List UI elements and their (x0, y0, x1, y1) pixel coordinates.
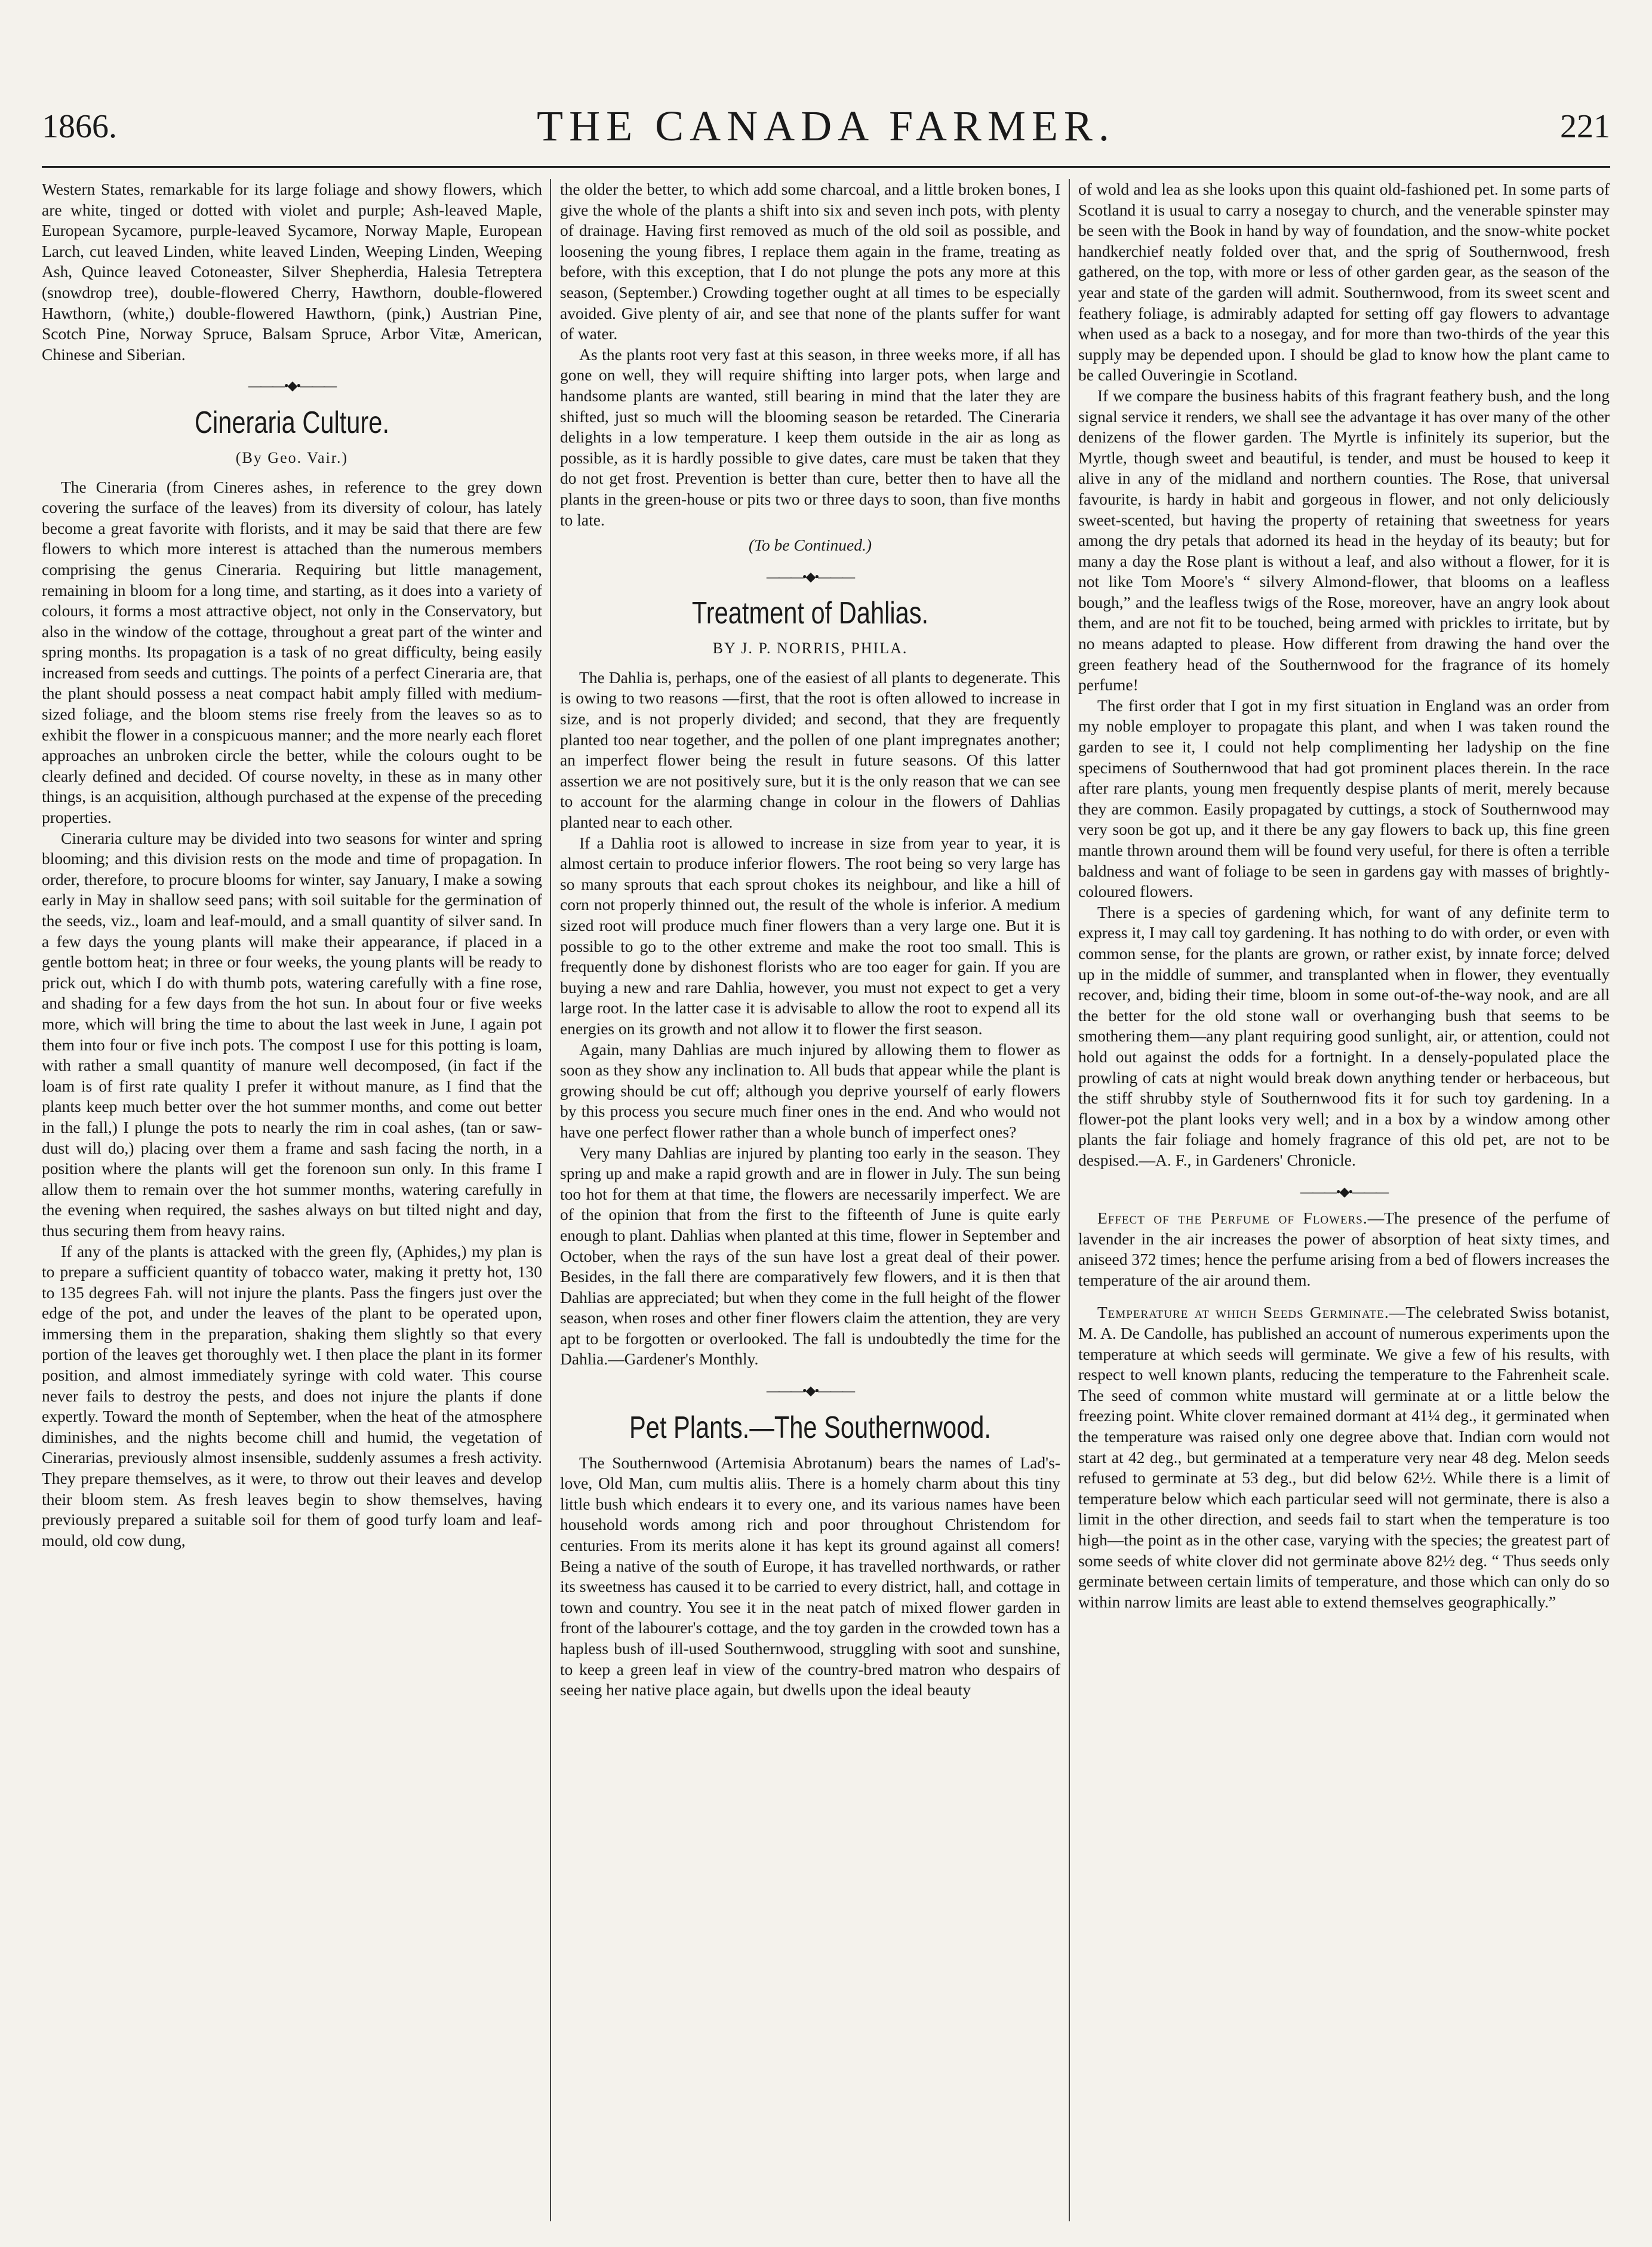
column-2 (560, 179, 1060, 2221)
ornament-divider: ———•◆•——— (766, 568, 854, 584)
ornament-divider: ———•◆•——— (1300, 1184, 1388, 1199)
article-paragraph: The first order that I got in my first situation in England was an order from my noble employer to propagate this plant, and when I was taken round the garden to see it, I could not help complimenting her ladyship on the fine specimens of Southernwood that had got prominent places therein. In the race after rare plants, young men frequently despise plants of merit, merely because they are common. Easily propagated by cuttings, a stock of Southernwood may very soon be got up, and it there be any gay flowers to back up, this fine green mantle thrown around them will be found very useful, for there is often a terrible baldness and want of foliage to be seen in gardens gay with masses of brightly-coloured flowers. (1078, 696, 1610, 901)
article-paragraph: Very many Dahlias are injured by planting too early in the season. They spring up and make a rapid growth and are in flower in July. The sun being too hot for them at that time, the flowers are necessarily imperfect. We are of the opinion that from the first to the fifteenth of June is quite early enough to plant. Dahlias when planted at this time, flower in September and October, when the rays of the sun have lost a great deal of their power. Besides, in the fall there are comparatively few flowers, and it is then that Dahlias are appreciated; but when they come in the full height of the flower season, when roses and other finer flowers claim the attention, they are very apt to be forgotten or overlooked. The fall is undoubtedly the time for the Dahlia.—Gardener's Monthly. (560, 1143, 1060, 1369)
article-paragraph: If a Dahlia root is allowed to increase in size from year to year, it is almost certain to produce inferior flowers. The root being so very large has so many sprouts that each sprout chokes its neighbour, and like a hill of corn not properly thinned out, the result of the whole is inferior. A medium sized root will produce much finer flowers than a very large one. But it is possible to go to the other extreme and make the root too small. This is frequently done by dishonest florists who are too eager for gain. If you are buying a new and rare Dahlia, however, you must not expect to get a very large root. In the latter case it is advisable to allow the root to expend all its energies on its growth and not allow it to flower the first season. (560, 833, 1060, 1038)
article-heading-dahlias: Treatment of Dahlias. (691, 596, 929, 631)
issue-year: 1866. (42, 108, 117, 145)
tree-list-paragraph: Western States, remarkable for its large foliage and showy flowers, which are white, tinged or dotted with violet and purple; Ash-leaved Maple, European Sycamore, purple-leaved Sycamore, Norway Maple, European Larch, cut leaved Linden, white leaved Linden, Weeping Linden, Weeping Ash, Quince leaved Cotoneaster, Silver Shepherdia, Halesia Tetreptera (snowdrop tree), double-flowered Cherry, Hawthorn, double-flowered Hawthorn, (white,) double-flowered Hawthorn, (pink,) Austrian Pine, Scotch Pine, Norway Spruce, Balsam Spruce, Arbor Vitæ, American, Chinese and Siberian. (42, 180, 542, 364)
ornament-divider: ———•◆•——— (248, 378, 336, 394)
seeds-lead: Temperature at which Seeds Germinate. (1097, 1303, 1389, 1322)
article-heading-southernwood: Pet Plants.—The Southernwood. (629, 1410, 991, 1445)
byline-dahlias: BY J. P. NORRIS, PHILA. (712, 640, 908, 657)
article-heading-cineraria: Cineraria Culture. (195, 405, 389, 440)
article-paragraph: If we compare the business habits of this fragrant feathery bush, and the long signal service it renders, we shall see the advantage it has over many of the other denizens of the flower garden. The Myrtle is infinitely its superior, but the Myrtle, though sweet and beautiful, is tender, and must be housed to keep it alive in any of the midland and northern counties. The Rose, that universal favourite, is hardy in habit and gorgeous in flower, and not only deliciously sweet-scented, but having the property of retaining that sweetness for years among the dry petals that adorned its head in the heyday of its beauty; but for many a day the Rose plant is without a leaf, and also without a flower, for it is not like Tom Moore's “ silvery Almond-flower, that blooms on a leafless bough,” and the leafless twigs of the Rose, moreover, have an angry look about them, and are not fit to be touched, being armed with prickles to irritate, but by no means adapted to please. How different from drawing the hand over the green feathery head of the Southernwood for the fragrance of its homely perfume! (1078, 386, 1610, 694)
column-3 (1078, 179, 1610, 2221)
article-paragraph: There is a species of gardening which, for want of any definite term to express it, I may call toy gardening. It has nothing to do with order, or even with common sense, for the plants are grown, or rather exist, by innate force; delved up in the middle of summer, and transplanted when in flower, they eventually recover, and, biding their time, bloom in some out-of-the-way nook, and are all the better for the old stone wall or overhanging bush that seems to be smothering them—any plant requiring good sunlight, air, or attention, could not hold out against the odds for a fortnight. In a densely-populated place the prowling of cats at night would break down anything tender or herbaceous, but the stiff shrubby style of Southernwood fits it for such toy gardening. In a flower-pot the plant looks very well; and in a box by a window among other plants the fair foliage and homely fragrance of this old pet, are not to be despised.—A. F., in Gardeners' Chronicle. (1078, 902, 1610, 1169)
perfume-text: —The presence of the perfume of lavender in the air increases the power of absorption of heat sixty times, and aniseed 372 times; hence the perfume arising from a bed of flowers increases the temperature of the air around them. (1078, 1209, 1610, 1289)
article-paragraph: As the plants root very fast at this season, in three weeks more, if all has gone on well, they will require shifting into larger pots, when large and handsome plants are wanted, still bearing in mind that the later they are shifted, just so much will the blooming season be retarded. The Cineraria delights in a low temperature. I keep them outside in the air as long as possible, as it is hardly possible to give dates, care must be taken that they do not get frost. Prevention is better than cure, better then to have all the plants in the green-house or pits two or three days to soon, than five months to late. (560, 345, 1060, 529)
column-1 (42, 179, 542, 2221)
article-paragraph: the older the better, to which add some charcoal, and a little broken bones, I give the whole of the plants a shift into six and seven inch pots, with plenty of drainage. Having first removed as much of the old soil as possible, and loosening the young fibres, I replace them again in the frame, treating as before, with this exception, that I do not plunge the pots any more at this season, (September.) Crowding together ought at all times to be especially avoided. Give plenty of air, and see that none of the plants suffer for want of water. (560, 180, 1060, 343)
page-number: 221 (1560, 108, 1610, 145)
article-paragraph: The Southernwood (Artemisia Abrotanum) bears the names of Lad's-love, Old Man, cum multis aliis. There is a homely charm about this tiny little bush which endears it to every one, and its various names have been household words among rich and poor throughout Christendom for centuries. From its merits alone it has kept its ground against all comers! Being a native of the south of Europe, it has travelled northwards, or rather its sweetness has caused it to be carried to every district, hall, and cottage in town and country. You see it in the neat patch of mixed flower garden in front of the labourer's cottage, and the toy garden in the crowded town has a hapless bush of ill-used Southernwood, struggling with soot and sunshine, to keep a green leaf in view of the country-bred matron who despairs of seeing her native place again, but dwells upon the ideal beauty (560, 1453, 1060, 1699)
perfume-lead: Effect of the Perfume of Flowers. (1097, 1209, 1368, 1228)
article-paragraph: The Dahlia is, perhaps, one of the easiest of all plants to degenerate. This is owing to two reasons —first, that the root is often allowed to increase in size, and is not properly divided; and second, that they are frequently planted too near together, and the pollen of one plant impregnates another; an imperfect flower being the result in future seasons. Of this latter assertion we are not positively sure, but it is the only reason that we can see to account for the alarming change in colour in the flowers of Dahlias planted near to each other. (560, 668, 1060, 832)
seeds-text: —The celebrated Swiss botanist, M. A. De Candolle, has published an account of numerous experiments upon the temperature at which seeds will germinate. We give a few of his results, with respect to well known plants, reducing the temperature to the Fahrenheit scale. The seed of common white mustard will germinate at or a little below the freezing point. White clover remained dormant at 41¼ deg., it germinated when the temperature was raised only one degree above that. Indian corn would not start at 42 deg., but germinated at a temperature very near 48 deg. Melon seeds refused to germinate at 53 deg., but did below 62½. While there is a limit of temperature below which each particular seed will not germinate, there is also a limit in the other direction, and seeds fail to start when the temperature is too high—the point as in the other case, varying with the species; the greatest part of some seeds of white clover did not germinate above 82½ deg. “ Thus seeds only germinate between certain limits of temperature, and those which can only do so within narrow limits are least able to extend themselves geographically.” (1078, 1303, 1610, 1611)
ornament-divider: ———•◆•——— (766, 1383, 854, 1398)
perfume-paragraph (1078, 1208, 1610, 1290)
column-divider (550, 179, 551, 2221)
column-divider (1069, 179, 1070, 2221)
seeds-paragraph (1078, 1302, 1610, 1612)
article-paragraph: The Cineraria (from Cineres ashes, in reference to the grey down covering the surface of the leaves) from its diversity of colour, has lately become a great favorite with florists, and it may be said that there are few flowers to which more interest is attached than the numerous members comprising the genus Cineraria. Requiring but little management, remaining in bloom for a long time, and starting, as it does into a variety of colours, it forms a most attractive object, not only in the Conservatory, but also in the window of the cottage, throughout a great part of the winter and spring months. Its propagation is a task of no great difficulty, being easily increased from seeds and cuttings. The points of a perfect Cineraria are, that the plant should possess a neat compact habit amply filled with medium-sized foliage, and the bloom stems rise freely from the leaves so as to exhibit the flower in a conspicuous manner; and the more nearly each floret approaches an unbroken circle the better, while the colours ought to be clearly defined and decided. Of course novelty, in these as in many other things, is an acquisition, although purchased at the expense of the preceding properties. (42, 477, 542, 827)
byline-cineraria: (By Geo. Vair.) (235, 448, 349, 466)
article-paragraph: of wold and lea as she looks upon this quaint old-fashioned pet. In some parts of Scotland it is usual to carry a nosegay to church, and the venerable spinster may be seen with the Book in hand by way of foundation, and the snow-white pocket handkerchief neatly folded over that, and the sprig of Southernwood, fresh gathered, on the top, with more or less of other garden gear, as the season of the year and state of the garden will admit. Southernwood, from its sweet scent and feathery foliage, is admirably adapted for setting off gay flowers to advantage when used as a back to a nosegay, and for more than two-thirds of the year this supply may be depended upon. I should be glad to know how the plant came to be called Ouveringie in Scotland. (1078, 180, 1610, 385)
article-paragraph: Cineraria culture may be divided into two seasons for winter and spring blooming; and this division rests on the mode and time of propagation. In order, therefore, to procure blooms for winter, say January, I make a sowing early in May in shallow seed pans; with soil suitable for the germination of the seeds, viz., loam and leaf-mould, and a small quantity of silver sand. In a few days the young plants will make their appearance, if placed in a gentle bottom heat; in three or four weeks, the young plants will be ready to prick out, which I do with thumb pots, watering carefully with a fine rose, and shading for a few days from the hot sun. In about four or five weeks more, which will bring the time to about the last week in June, I again pot them into four or five inch pots. The compost I use for this potting is loam, with rather a small quantity of manure well decomposed, (in fact if the loam is of first rate quality I prefer it without manure, as I find that the plants keep much better over the hot summer months, and come out better in the fall,) I plunge the pots to nearly the rim in coal ashes, (tan or saw-dust will do,) placing over them a frame and sash facing the north, in a position where the plants will get the forenoon sun only. In this frame I allow them to remain over the hot summer months, watering carefully in the evening when required, the sashes always on but tilted night and day, thus securing them from heavy rains. (42, 828, 542, 1240)
newspaper-title: THE CANADA FARMER. (537, 102, 1115, 150)
masthead (42, 102, 1610, 161)
continued-note: (To be Continued.) (749, 536, 872, 555)
masthead-rule (42, 166, 1610, 168)
article-paragraph: Again, many Dahlias are much injured by allowing them to flower as soon as they show any inclination to. All buds that appear while the plant is growing should be cut off; although you deprive yourself of early flowers by this process you secure much finer ones in the end. And who would not have one perfect flower rather than a whole bunch of imperfect ones? (560, 1040, 1060, 1141)
article-paragraph: If any of the plants is attacked with the green fly, (Aphides,) my plan is to prepare a sufficient quantity of tobacco water, making it pretty hot, 130 to 135 degrees Fah. will not injure the plants. Pass the fingers just over the edge of the pot, and under the leaves of the plant to be operated upon, immersing them in the preparation, shaking them slightly so that every portion of the leaves get thoroughly wet. I then place the plant in its former position, and almost immediately syringe with cold water. This course never fails to destroy the pests, and does not injure the plants if done expertly. Toward the month of September, when the heat of the atmosphere diminishes, and the nights become chill and humid, the vegetation of Cinerarias, previously almost insensible, suddenly assumes a fresh activity. They prepare themselves, as it were, to throw out their leaves and develop their bloom stem. As fresh leaves begin to show themselves, having previously prepared a suitable soil for them of good turfy loam and leaf-mould, old cow dung, (42, 1241, 542, 1550)
